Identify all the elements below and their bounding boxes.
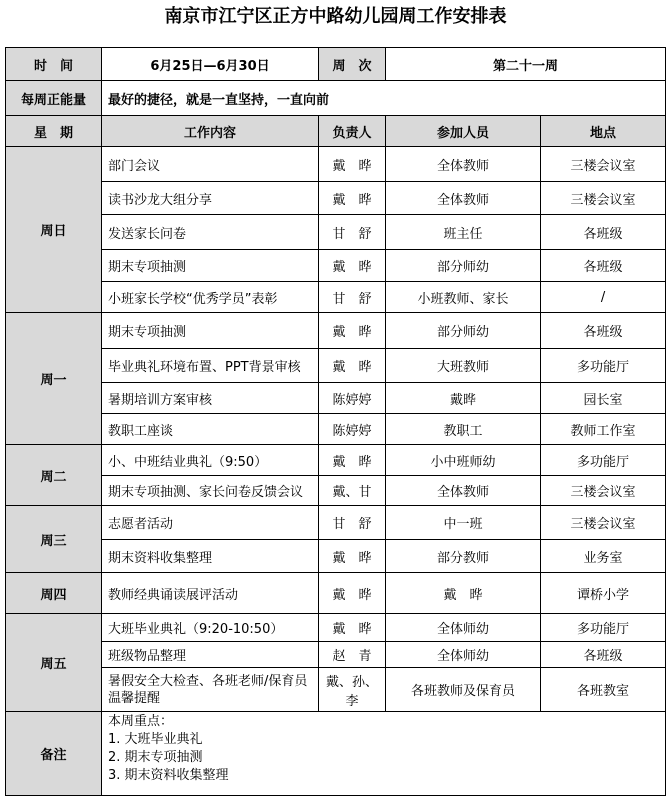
row-owner: 戴、孙、李 (319, 668, 386, 712)
energy-label: 每周正能量 (6, 81, 102, 116)
row-location: 业务室 (541, 540, 666, 573)
row-participants: 全体师幼 (386, 642, 541, 668)
row-participants: 全体教师 (386, 476, 541, 506)
row-participants: 班主任 (386, 215, 541, 250)
day-label: 周五 (6, 614, 102, 712)
col-participants: 参加人员 (386, 116, 541, 147)
row-participants: 部分师幼 (386, 313, 541, 349)
table-row (6, 506, 666, 540)
row-content: 期末专项抽测、家长问卷反馈会议 (102, 476, 319, 506)
notes-content (102, 712, 666, 796)
row-location: 多功能厅 (541, 445, 666, 476)
row-participants: 全体师幼 (386, 614, 541, 642)
col-content: 工作内容 (102, 116, 319, 147)
row-participants: 全体教师 (386, 182, 541, 215)
table-row (6, 147, 666, 182)
row-owner: 戴 晔 (319, 349, 386, 383)
row-participants: 教职工 (386, 414, 541, 445)
row-content: 暑期培训方案审核 (102, 383, 319, 414)
row-location: 各班级 (541, 642, 666, 668)
table-row (6, 445, 666, 476)
row-owner: 戴 晔 (319, 147, 386, 182)
row-content: 期末专项抽测 (102, 250, 319, 282)
row-location: 三楼会议室 (541, 506, 666, 540)
notes-item: 1. 大班毕业典礼 (108, 732, 203, 747)
row-owner: 戴 晔 (319, 445, 386, 476)
row-location: / (541, 282, 666, 313)
table-row (6, 383, 666, 414)
row-participants: 戴晔 (386, 383, 541, 414)
row-owner: 陈婷婷 (319, 383, 386, 414)
row-content: 发送家长问卷 (102, 215, 319, 250)
row-owner: 戴 晔 (319, 313, 386, 349)
row-content: 志愿者活动 (102, 506, 319, 540)
table-row (6, 215, 666, 250)
energy-row (6, 81, 666, 116)
notes-item: 2. 期末专项抽测 (108, 750, 203, 765)
table-row (6, 668, 666, 712)
row-content: 小、中班结业典礼（9:50） (102, 445, 319, 476)
row-owner: 赵 青 (319, 642, 386, 668)
page-title: 南京市江宁区正方中路幼儿园周工作安排表 (164, 6, 507, 27)
row-participants: 中一班 (386, 506, 541, 540)
table-row (6, 540, 666, 573)
notes-item: 3. 期末资料收集整理 (108, 768, 229, 783)
row-content: 大班毕业典礼（9:20-10:50） (102, 614, 319, 642)
table-row (6, 182, 666, 215)
header-row (6, 48, 666, 81)
table-row (6, 642, 666, 668)
table-row (6, 614, 666, 642)
table-row (6, 414, 666, 445)
week-value: 第二十一周 (386, 48, 666, 81)
table-row (6, 476, 666, 506)
row-content: 暑假安全大检查、各班老师/保育员温馨提醒 (102, 668, 319, 712)
table-row (6, 282, 666, 313)
day-label: 周一 (6, 313, 102, 445)
day-label: 周三 (6, 506, 102, 573)
col-location: 地点 (541, 116, 666, 147)
row-owner: 戴 晔 (319, 250, 386, 282)
row-owner: 陈婷婷 (319, 414, 386, 445)
row-content: 期末资料收集整理 (102, 540, 319, 573)
row-participants: 各班教师及保育员 (386, 668, 541, 712)
column-header-row (6, 116, 666, 147)
row-owner: 戴、甘 (319, 476, 386, 506)
row-owner: 戴 晔 (319, 540, 386, 573)
row-participants: 小班教师、家长 (386, 282, 541, 313)
row-location: 各班教室 (541, 668, 666, 712)
row-location: 多功能厅 (541, 614, 666, 642)
col-owner: 负责人 (319, 116, 386, 147)
row-content: 期末专项抽测 (102, 313, 319, 349)
table-row (6, 573, 666, 614)
row-participants: 部分教师 (386, 540, 541, 573)
day-label: 周日 (6, 147, 102, 313)
row-owner: 甘 舒 (319, 506, 386, 540)
row-content: 小班家长学校“优秀学员”表彰 (102, 282, 319, 313)
row-content: 班级物品整理 (102, 642, 319, 668)
row-owner: 戴 晔 (319, 614, 386, 642)
table-row (6, 349, 666, 383)
row-participants: 小中班师幼 (386, 445, 541, 476)
time-label: 时 间 (6, 48, 102, 81)
row-location: 三楼会议室 (541, 476, 666, 506)
day-label: 周二 (6, 445, 102, 506)
row-location: 教师工作室 (541, 414, 666, 445)
day-label: 周四 (6, 573, 102, 614)
row-location: 各班级 (541, 215, 666, 250)
energy-text: 最好的捷径，就是一直坚持，一直向前 (102, 81, 666, 116)
row-location: 三楼会议室 (541, 147, 666, 182)
row-owner: 甘 舒 (319, 215, 386, 250)
row-content: 部门会议 (102, 147, 319, 182)
row-owner: 戴 晔 (319, 182, 386, 215)
row-participants: 部分师幼 (386, 250, 541, 282)
schedule-table (5, 47, 666, 796)
row-participants: 全体教师 (386, 147, 541, 182)
row-content: 教师经典诵读展评活动 (102, 573, 319, 614)
notes-label: 备注 (6, 712, 102, 796)
row-location: 多功能厅 (541, 349, 666, 383)
week-label: 周 次 (319, 48, 386, 81)
row-location: 各班级 (541, 250, 666, 282)
row-participants: 大班教师 (386, 349, 541, 383)
row-content: 毕业典礼环境布置、PPT背景审核 (102, 349, 319, 383)
row-owner: 戴 晔 (319, 573, 386, 614)
row-location: 谭桥小学 (541, 573, 666, 614)
row-location: 园长室 (541, 383, 666, 414)
notes-row (6, 712, 666, 796)
col-day: 星 期 (6, 116, 102, 147)
row-location: 各班级 (541, 313, 666, 349)
row-owner: 甘 舒 (319, 282, 386, 313)
row-location: 三楼会议室 (541, 182, 666, 215)
row-content: 读书沙龙大组分享 (102, 182, 319, 215)
table-row (6, 313, 666, 349)
notes-heading: 本周重点： (108, 714, 174, 729)
date-range: 6月25日—6月30日 (102, 48, 319, 81)
table-row (6, 250, 666, 282)
row-content: 教职工座谈 (102, 414, 319, 445)
row-participants: 戴 晔 (386, 573, 541, 614)
